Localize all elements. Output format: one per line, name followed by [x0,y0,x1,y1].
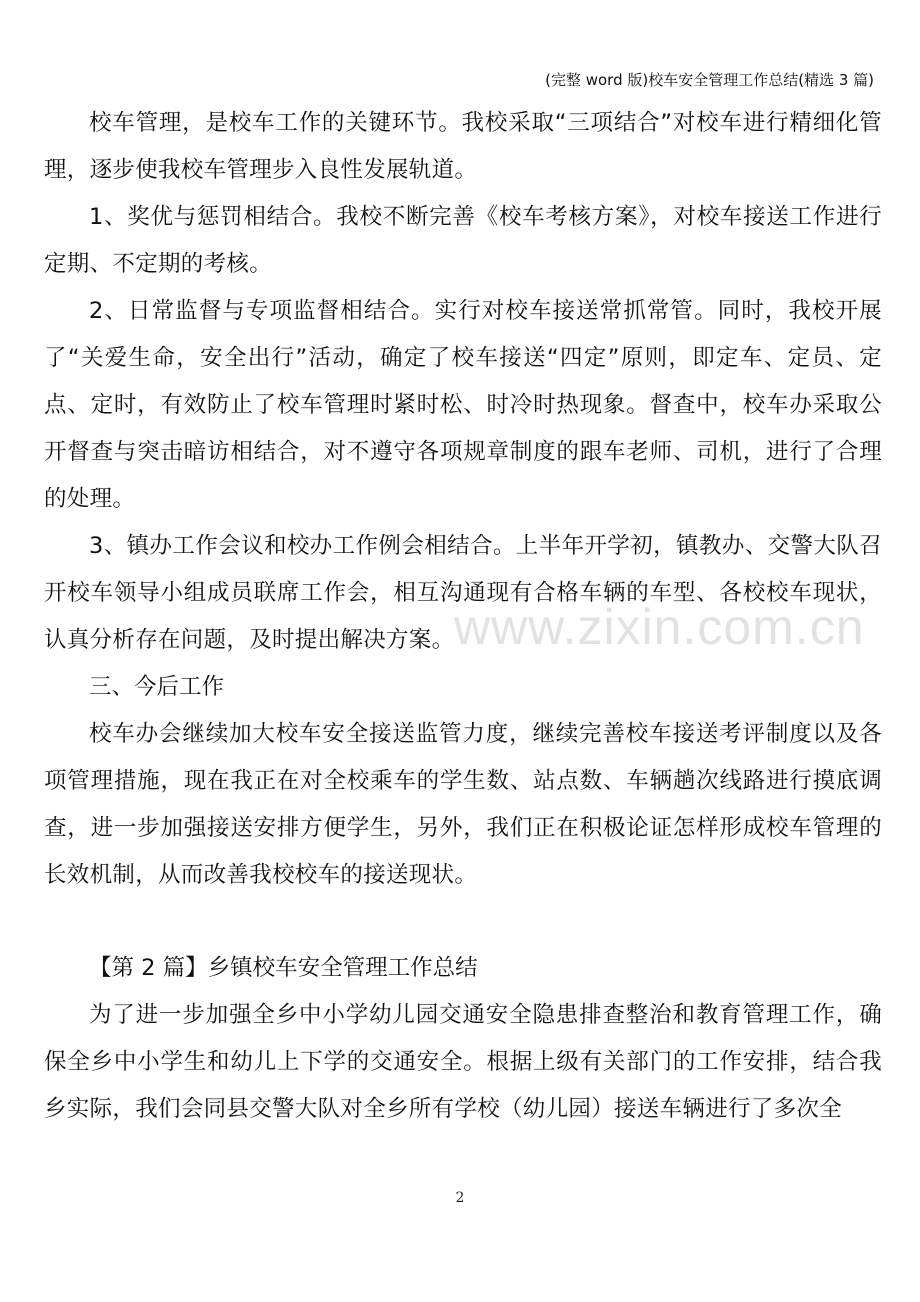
paragraph-daily-supervision: 2、日常监督与专项监督相结合。实行对校车接送常抓常管。同时，我校开展了“关爱生命，安全出行”活动，确定了校车接送“四定”原则，即定车、定员、定点、定时，有效防止了校车管理时紧时松、时冷时热现象。督查中，校车办采取公开督查与突击暗访相结合，对不遵守各项规章制度的跟车老师、司机，进行了合理的处理。 [44,298,882,512]
section-heading-future-work: 三、今后工作 [89,674,225,700]
article-2-title: 【第 2 篇】乡镇校车安全管理工作总结 [89,955,478,981]
paragraph-meetings: 3、镇办工作会议和校办工作例会相结合。上半年开学初，镇教办、交警大队召开校车领导小组成员联席工作会，相互沟通现有合格车辆的车型、各校校车现状，认真分析存在问题，及时提出解决方案。 [44,533,882,653]
page-number: 2 [455,1190,465,1206]
article-2-paragraph: 为了进一步加强全乡中小学幼儿园交通安全隐患排查整治和教育管理工作，确保全乡中小学生和幼儿上下学的交通安全。根据上级有关部门的工作安排，结合我乡实际，我们会同县交警大队对全乡所有学校（幼儿园）接送车辆进行了多次全 [44,1002,882,1122]
blank-gap [44,899,882,945]
document-body [44,100,882,1133]
paragraph-future-work: 校车办会继续加大校车安全接送监管力度，继续完善校车接送考评制度以及各项管理措施，现在我正在对全校乘车的学生数、站点数、车辆趟次线路进行摸底调查，进一步加强接送安排方便学生，另外，我们正在积极论证怎样形成校车管理的长效机制，从而改善我校校车的接送现状。 [44,721,882,888]
watermark: www.zixin.com.cn [454,599,865,655]
paragraph-reward-punishment: 1、奖优与惩罚相结合。我校不断完善《校车考核方案》，对校车接送工作进行定期、不定期的考核。 [44,204,882,277]
running-header: (完整 word 版)校车安全管理工作总结(精选 3 篇) [545,71,874,89]
paragraph-school-bus-management: 校车管理，是校车工作的关键环节。我校采取“三项结合”对校车进行精细化管理，逐步使我校车管理步入良性发展轨道。 [44,110,882,183]
